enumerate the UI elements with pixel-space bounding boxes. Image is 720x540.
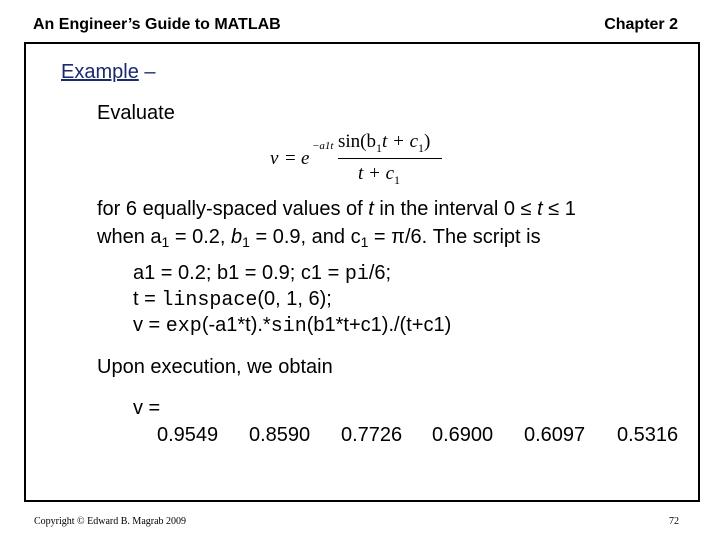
desc1-part2: in the interval 0 ≤ <box>373 198 538 220</box>
description-line-1 <box>97 198 576 221</box>
copyright-text: Copyright © Edward B. Magrab 2009 <box>34 516 187 527</box>
desc2-part1: when a <box>97 226 162 248</box>
script2-part-b: (0, 1, 6); <box>257 288 332 310</box>
denominator-sub-c: 1 <box>394 172 401 187</box>
script1-pi: pi <box>344 263 369 286</box>
slide-title-word: Example <box>61 61 139 83</box>
result-value-5: 0.6097 <box>524 424 586 446</box>
result-label: v = <box>133 397 161 419</box>
script-line-1 <box>133 262 391 286</box>
script-line-2 <box>133 288 332 312</box>
script1-part-a: a1 = 0.2; b1 = 0.9; c1 = <box>133 262 345 284</box>
result-value-3: 0.7726 <box>341 424 403 446</box>
result-value-1: 0.9549 <box>157 424 219 446</box>
script3-part-a: v = <box>133 314 166 336</box>
desc1-part3: ≤ 1 <box>542 198 576 220</box>
script2-linspace: linspace <box>161 289 258 312</box>
equation-numerator <box>338 131 430 156</box>
result-value-6: 0.5316 <box>617 424 679 446</box>
desc2-part4: = π/6. The script is <box>368 226 541 248</box>
numerator-mid: t + c <box>382 131 419 152</box>
slide-title-dash: – <box>138 61 156 83</box>
script3-exp: exp <box>165 315 202 338</box>
desc1-t2: t <box>537 198 543 220</box>
script-line-3 <box>133 314 451 338</box>
desc2-part2: = 0.2, <box>169 226 232 248</box>
denominator-t: t <box>358 163 364 184</box>
script3-sin: sin <box>270 315 307 338</box>
desc2-sub-a: 1 <box>161 234 170 250</box>
result-value-4: 0.6900 <box>432 424 494 446</box>
script2-part-a: t = <box>133 288 162 310</box>
desc2-b: b <box>231 226 243 248</box>
desc2-part3: = 0.9, and c <box>249 226 361 248</box>
equation-lhs: v <box>270 148 279 169</box>
equation-equals: = <box>285 148 296 169</box>
numerator-end: ) <box>424 131 431 152</box>
equation-denominator <box>358 163 400 188</box>
equation-e: e <box>301 148 310 169</box>
result-value-2: 0.8590 <box>249 424 311 446</box>
description-line-2 <box>97 226 541 250</box>
evaluate-text: Evaluate <box>97 102 175 124</box>
equation-exponent: −a1t <box>312 140 334 152</box>
numerator-fn: sin(b <box>338 131 376 152</box>
desc2-sub-c: 1 <box>360 234 369 250</box>
script1-part-b: /6; <box>368 262 392 284</box>
denominator-mid: + c <box>363 163 395 184</box>
numerator-sub-c: 1 <box>418 140 425 155</box>
numerator-sub-b: 1 <box>376 140 382 155</box>
desc1-part1: for 6 equally-spaced values of <box>97 198 369 220</box>
chapter-label: Chapter 2 <box>604 16 678 33</box>
script3-part-b: (-a1*t).* <box>201 314 271 336</box>
script3-part-c: (b1*t+c1)./(t+c1) <box>306 314 452 336</box>
page-number: 72 <box>669 516 679 527</box>
desc2-sub-b: 1 <box>242 234 250 250</box>
fraction-bar <box>338 158 442 159</box>
book-title: An Engineer’s Guide to MATLAB <box>33 16 281 33</box>
desc1-t1: t <box>368 198 374 220</box>
slide-title <box>61 61 156 84</box>
upon-execution-text: Upon execution, we obtain <box>97 356 333 378</box>
